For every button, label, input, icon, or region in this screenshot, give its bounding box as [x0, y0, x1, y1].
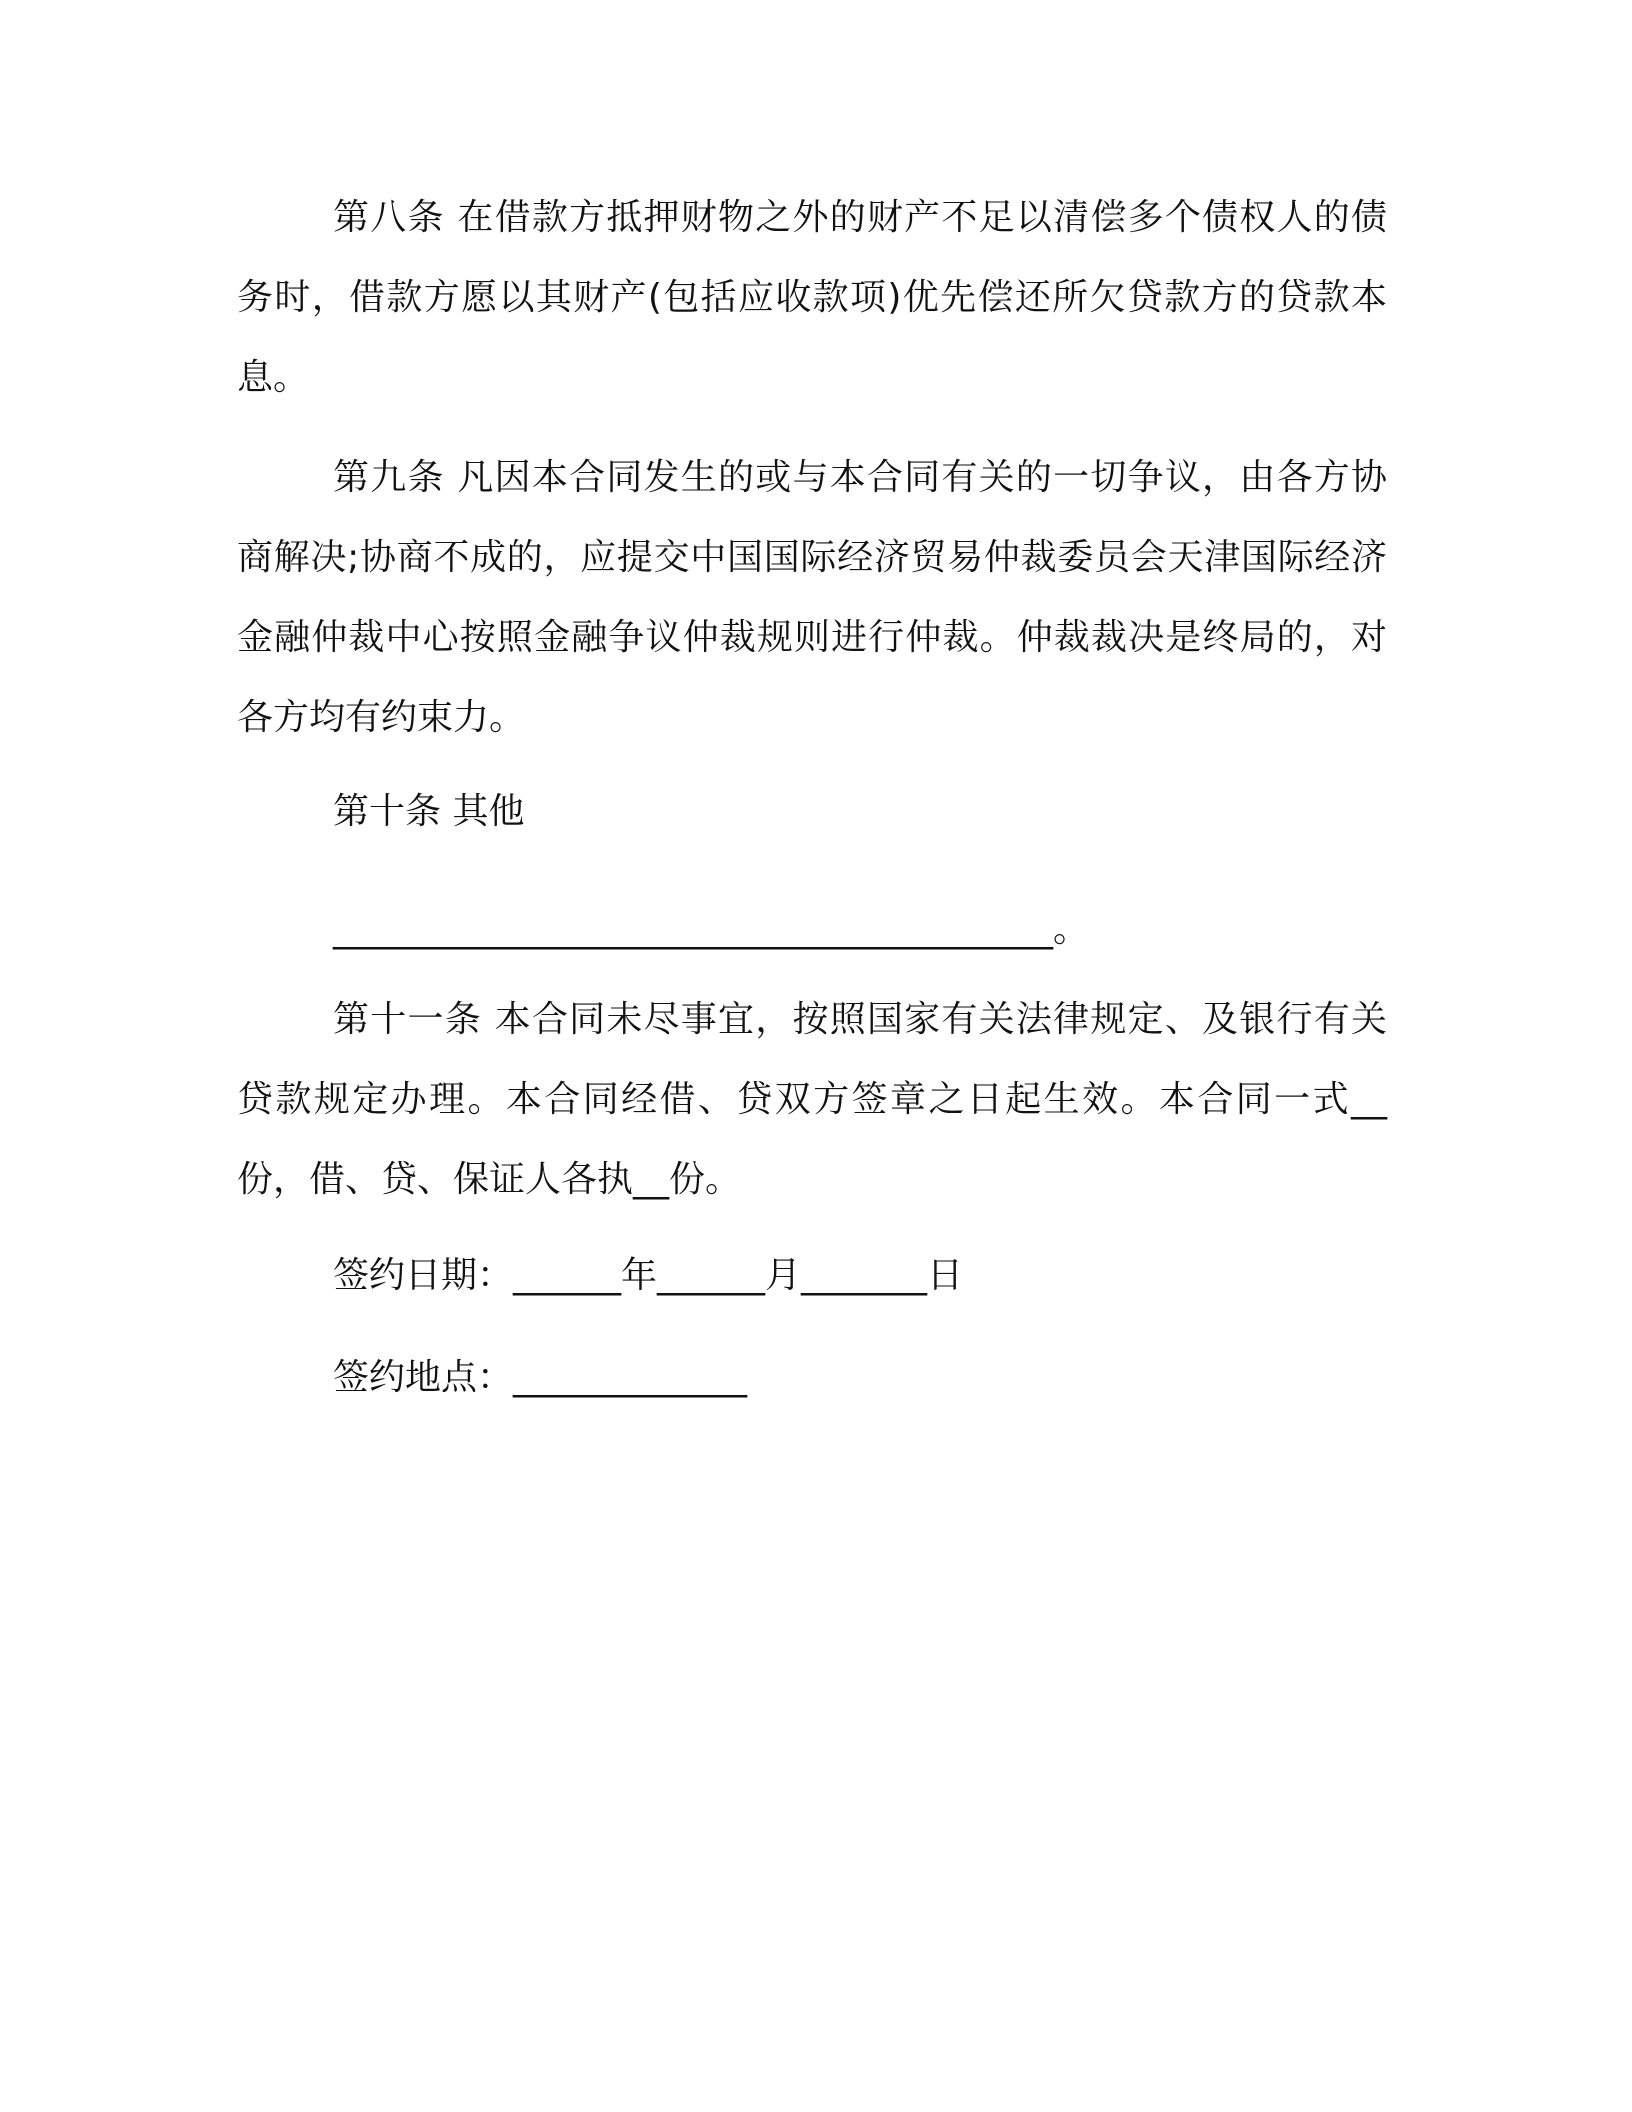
- article-11: 第十一条 本合同未尽事宜，按照国家有关法律规定、及银行有关贷款规定办理。本合同经借、贷双方签章之日起生效。本合同一式__份，借、贷、保证人各执__份。: [237, 999, 1387, 1200]
- article-10-heading: 第十条 其他: [333, 791, 525, 832]
- article-8: 第八条 在借款方抵押财物之外的财产不足以清偿多个债权人的债务时，借款方愿以其财产(包括应收款项)优先偿还所欠贷款方的贷款本息。: [237, 197, 1387, 398]
- signing-date: 签约日期：______年______月_______日: [333, 1255, 964, 1296]
- article-10-blank-line: ________________________________________。: [333, 909, 1089, 950]
- signing-place: 签约地点：_____________: [333, 1357, 748, 1398]
- article-9: 第九条 凡因本合同发生的或与本合同有关的一切争议，由各方协商解决;协商不成的，应提交中国国际经济贸易仲裁委员会天津国际经济金融仲裁中心按照金融争议仲裁规则进行仲裁。仲裁裁决是终局的，对各方均有约束力。: [237, 457, 1387, 738]
